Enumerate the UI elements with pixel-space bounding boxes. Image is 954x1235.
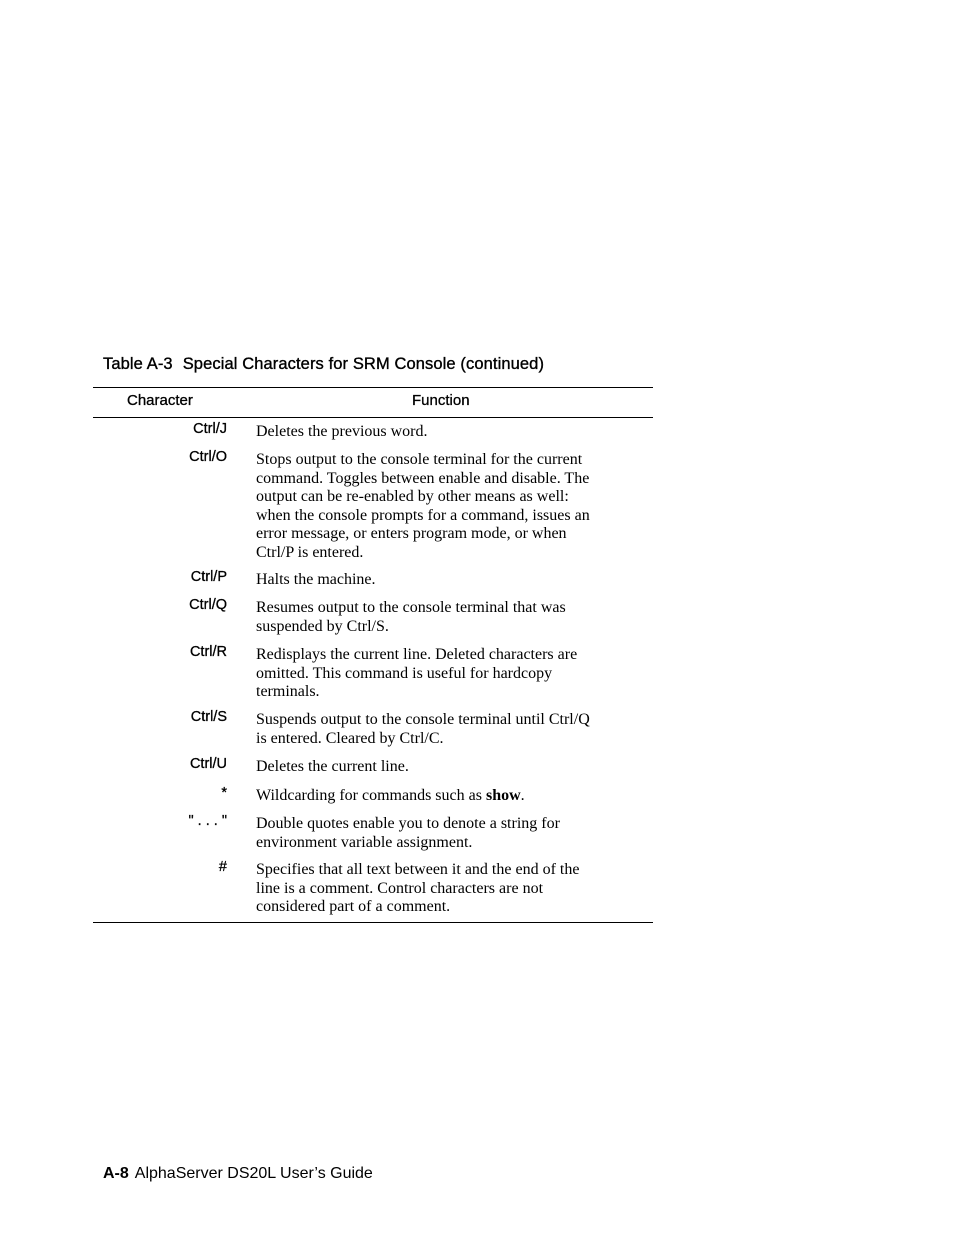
page-number: A-8 [103,1165,129,1182]
character-cell: Ctrl/S [190,709,227,725]
character-cell: Ctrl/J [193,421,227,437]
table-top-rule [93,387,653,388]
character-cell: # [218,859,227,875]
function-cell: Specifies that all text between it and the end of the line is a comment. Control characters are not considered part of a comment. [256,861,580,916]
column-header-character: Character [127,392,193,409]
character-cell: Ctrl/U [189,756,227,772]
command-name: show [485,787,521,804]
table-title: Special Characters for SRM Console (continued) [182,355,545,373]
character-cell: " . . . " [188,813,227,829]
function-cell: Redisplays the current line. Deleted characters are omitted. This command is useful for hardcopy terminals. [256,646,578,701]
function-text: . [520,787,525,804]
function-cell [256,787,642,806]
book-title: AlphaServer DS20L User’s Guide [134,1165,373,1182]
table-bottom-rule [93,922,653,923]
function-text: Wildcarding for commands such as [256,787,486,804]
function-cell: Halts the machine. [256,571,376,588]
character-cell: Ctrl/P [190,569,227,585]
character-cell: Ctrl/O [189,449,227,465]
character-cell: Ctrl/Q [189,597,227,613]
function-cell: Deletes the previous word. [256,423,428,440]
column-header-function: Function [412,392,470,409]
function-cell: Deletes the current line. [256,758,409,775]
character-cell: Ctrl/R [189,644,227,660]
function-cell: Resumes output to the console terminal that was suspended by Ctrl/S. [256,599,566,635]
table-number: Table A-3 [103,355,173,373]
table-caption [103,355,544,374]
function-cell: Double quotes enable you to denote a string for environment variable assignment. [256,815,560,851]
function-cell: Stops output to the console terminal for the current command. Toggles between enable and disable. The output can be re-enabled by other means as well: when the console prompts for a command, issues an error message, or enters program mode, or when Ctrl/P is entered. [256,451,590,561]
page-footer [103,1165,373,1183]
character-cell: * [221,785,227,801]
table-header-rule [93,417,653,418]
function-cell: Suspends output to the console terminal until Ctrl/Q is entered. Cleared by Ctrl/C. [256,711,590,747]
